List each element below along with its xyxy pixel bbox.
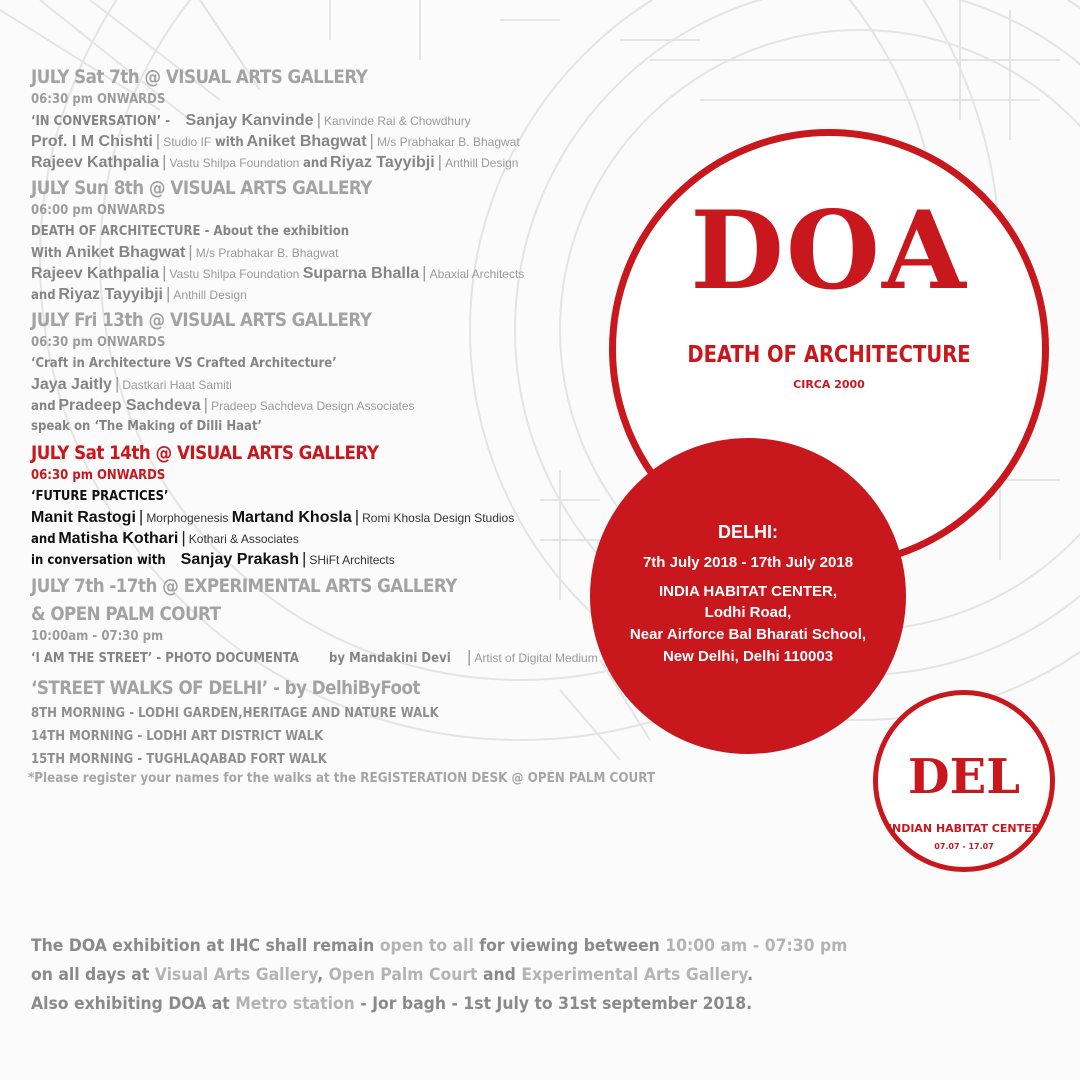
firm-name: Vastu Shilpa Foundation <box>169 267 303 281</box>
event-line <box>31 485 631 506</box>
line-text: ‘IN CONVERSATION’ - <box>31 114 171 129</box>
event-line <box>31 283 631 304</box>
separator: | <box>301 549 307 568</box>
event-time: 06:30 pm ONWARDS <box>31 335 166 350</box>
event-heading: JULY Sun 8th @ VISUAL ARTS GALLERY <box>31 177 372 199</box>
event-jul-14 <box>31 440 631 569</box>
event-line <box>31 151 631 172</box>
line-text: DEATH OF ARCHITECTURE - About the exhibition <box>31 224 350 239</box>
separator: | <box>162 263 167 282</box>
separator: | <box>203 395 209 414</box>
event-line <box>31 646 631 667</box>
firm-name: Anthill Design <box>173 288 247 302</box>
speaker-name: Rajeev Kathpalia <box>31 154 160 171</box>
speaker-name: Martand Khosla <box>231 509 352 526</box>
event-jul-13 <box>31 307 631 436</box>
separator: | <box>162 152 167 171</box>
line-text: and <box>302 156 328 171</box>
separator: | <box>138 507 144 526</box>
speaker-name: Riyaz Tayyibji <box>330 154 435 171</box>
speaker-name: Suparna Bhalla <box>302 265 420 282</box>
footer-text: and <box>477 965 522 985</box>
del-badge <box>873 690 1055 872</box>
event-heading: JULY Fri 13th @ VISUAL ARTS GALLERY <box>31 309 372 331</box>
footer-line <box>31 932 859 961</box>
footer-highlight: 10:00 am - 07:30 pm <box>665 936 848 956</box>
firm-name: Dastkari Haat Samiti <box>122 378 232 392</box>
delhi-city: DELHI: <box>718 522 778 542</box>
doa-title: DOA <box>690 188 968 314</box>
speaker-name: Rajeev Kathpalia <box>31 265 160 282</box>
walks-note: *Please register your names for the walks at the REGISTERATION DESK @ OPEN PALM COURT <box>28 771 656 786</box>
footer-text: for viewing between <box>473 936 666 956</box>
separator: | <box>422 263 427 282</box>
footer-highlight: Experimental Arts Gallery <box>521 965 748 985</box>
speaker-name: Sanjay Kanvinde <box>185 112 314 129</box>
line-text: and <box>31 288 56 303</box>
footer-text: , <box>317 965 329 985</box>
event-line <box>31 352 631 373</box>
firm-name: M/s Prabhakar B. Bhagwat <box>195 246 339 260</box>
event-line <box>31 220 631 241</box>
footer-text: on all days at <box>31 965 155 985</box>
doa-circa: CIRCA 2000 <box>793 378 865 391</box>
footer-text: - Jor bagh - 1st July to 31st september 2018. <box>354 994 753 1014</box>
line-text: and <box>31 532 56 547</box>
line-text: by Mandakini Devi <box>328 651 451 666</box>
event-line <box>31 109 631 130</box>
separator: | <box>369 131 374 150</box>
event-line <box>31 415 631 436</box>
firm-name: Morphogenesis <box>146 511 232 525</box>
del-dates: 07.07 - 17.07 <box>934 842 994 851</box>
street-walks <box>28 675 656 786</box>
separator: | <box>114 374 120 393</box>
event-line <box>31 506 631 527</box>
line-text: With <box>31 246 62 261</box>
delhi-address-line: New Delhi, Delhi 110003 <box>662 648 834 665</box>
footer-highlight: Visual Arts Gallery <box>154 965 318 985</box>
firm-name: Abaxial Architects <box>429 267 525 281</box>
delhi-address-line: Near Airforce Bal Bharati School, <box>629 626 867 643</box>
speaker-name: Jaya Jaitly <box>31 376 112 393</box>
event-line <box>31 373 631 394</box>
walks-heading: ‘STREET WALKS OF DELHI’ - by DelhiByFoot <box>31 677 420 699</box>
delhi-venue: INDIA HABITAT CENTER, <box>658 583 838 600</box>
event-line <box>31 241 631 262</box>
line-text: ‘FUTURE PRACTICES’ <box>31 489 169 504</box>
delhi-address-line: Lodhi Road, <box>704 604 792 621</box>
speaker-name: Matisha Kothari <box>58 530 179 547</box>
firm-name: Vastu Shilpa Foundation <box>169 156 303 170</box>
speaker-name: Aniket Bhagwat <box>246 133 367 150</box>
speaker-name: Aniket Bhagwat <box>65 244 186 261</box>
walk-item: 15TH MORNING - TUGHLAQABAD FORT WALK <box>31 752 327 767</box>
event-heading: JULY 7th -17th @ EXPERIMENTAL ARTS GALLERY <box>31 575 457 597</box>
line-text: speak on ‘The Making of Dilli Haat’ <box>31 419 262 434</box>
speaker-name: Prof. I M Chishti <box>31 133 153 150</box>
firm-name: Pradeep Sachdeva Design Associates <box>211 399 415 413</box>
event-heading: JULY Sat 7th @ VISUAL ARTS GALLERY <box>31 66 368 88</box>
separator: | <box>165 284 171 303</box>
event-time: 06:30 pm ONWARDS <box>31 468 166 483</box>
speaker-name: Pradeep Sachdeva <box>58 397 201 414</box>
event-line <box>31 394 631 415</box>
separator: | <box>188 242 193 261</box>
event-line <box>31 130 631 151</box>
firm-name: Studio IF <box>163 135 215 149</box>
separator: | <box>316 110 321 129</box>
event-jul-8 <box>31 175 631 304</box>
speaker-name: Sanjay Prakash <box>180 551 299 568</box>
line-text: ‘I AM THE STREET’ - PHOTO DOCUMENTA <box>31 651 299 666</box>
footer-text: The DOA exhibition at IHC shall remain <box>31 936 380 956</box>
firm-name: Kothari & Associates <box>188 532 299 546</box>
footer-highlight: open to all <box>379 936 474 956</box>
delhi-dates: 7th July 2018 - 17th July 2018 <box>642 554 854 571</box>
event-heading-2: & OPEN PALM COURT <box>31 603 221 625</box>
footer-highlight: Open Palm Court <box>328 965 478 985</box>
event-experimental <box>31 573 631 667</box>
line-text: in conversation with <box>31 553 166 568</box>
events-column <box>28 64 656 786</box>
separator: | <box>155 131 161 150</box>
doa-subtitle: DEATH OF ARCHITECTURE <box>687 342 971 368</box>
event-time: 06:30 pm ONWARDS <box>31 92 166 107</box>
separator: | <box>466 647 472 666</box>
separator: | <box>181 528 186 547</box>
firm-name: SHiFt Architects <box>309 553 395 567</box>
line-text: with <box>214 135 244 150</box>
separator: | <box>437 152 443 171</box>
event-time: 10:00am - 07:30 pm <box>31 629 164 644</box>
event-jul-7 <box>31 64 631 172</box>
firm-name: Kanvinde Rai & Chowdhury <box>323 114 471 128</box>
footer-text: . <box>747 965 754 985</box>
event-line <box>31 262 631 283</box>
footer-info <box>31 932 931 1019</box>
del-subtitle: INDIAN HABITAT CENTER <box>887 822 1041 835</box>
line-text: and <box>31 399 56 414</box>
delhi-venue-circle <box>590 438 906 754</box>
del-title: DEL <box>908 749 1020 805</box>
firm-name: Anthill Design <box>445 156 519 170</box>
walk-item: 8TH MORNING - LODHI GARDEN,HERITAGE AND NATURE WALK <box>31 706 439 721</box>
separator: | <box>354 507 360 526</box>
speaker-name: Manit Rastogi <box>31 509 136 526</box>
walk-item: 14TH MORNING - LODHI ART DISTRICT WALK <box>31 729 324 744</box>
event-heading: JULY Sat 14th @ VISUAL ARTS GALLERY <box>31 442 379 464</box>
event-time: 06:00 pm ONWARDS <box>31 203 166 218</box>
firm-name: Romi Khosla Design Studios <box>362 511 515 525</box>
footer-text: Also exhibiting DOA at <box>31 994 236 1014</box>
firm-name: M/s Prabhakar B. Bhagwat <box>376 135 520 149</box>
event-line <box>31 527 631 548</box>
footer-line <box>31 961 859 990</box>
speaker-name: Riyaz Tayyibji <box>58 286 163 303</box>
footer-line <box>31 990 859 1019</box>
firm-name: Artist of Digital Medium <box>474 651 598 665</box>
event-line <box>31 548 631 569</box>
line-text: ‘Craft in Architecture VS Crafted Architecture’ <box>31 356 337 371</box>
footer-highlight: Metro station <box>235 994 355 1014</box>
